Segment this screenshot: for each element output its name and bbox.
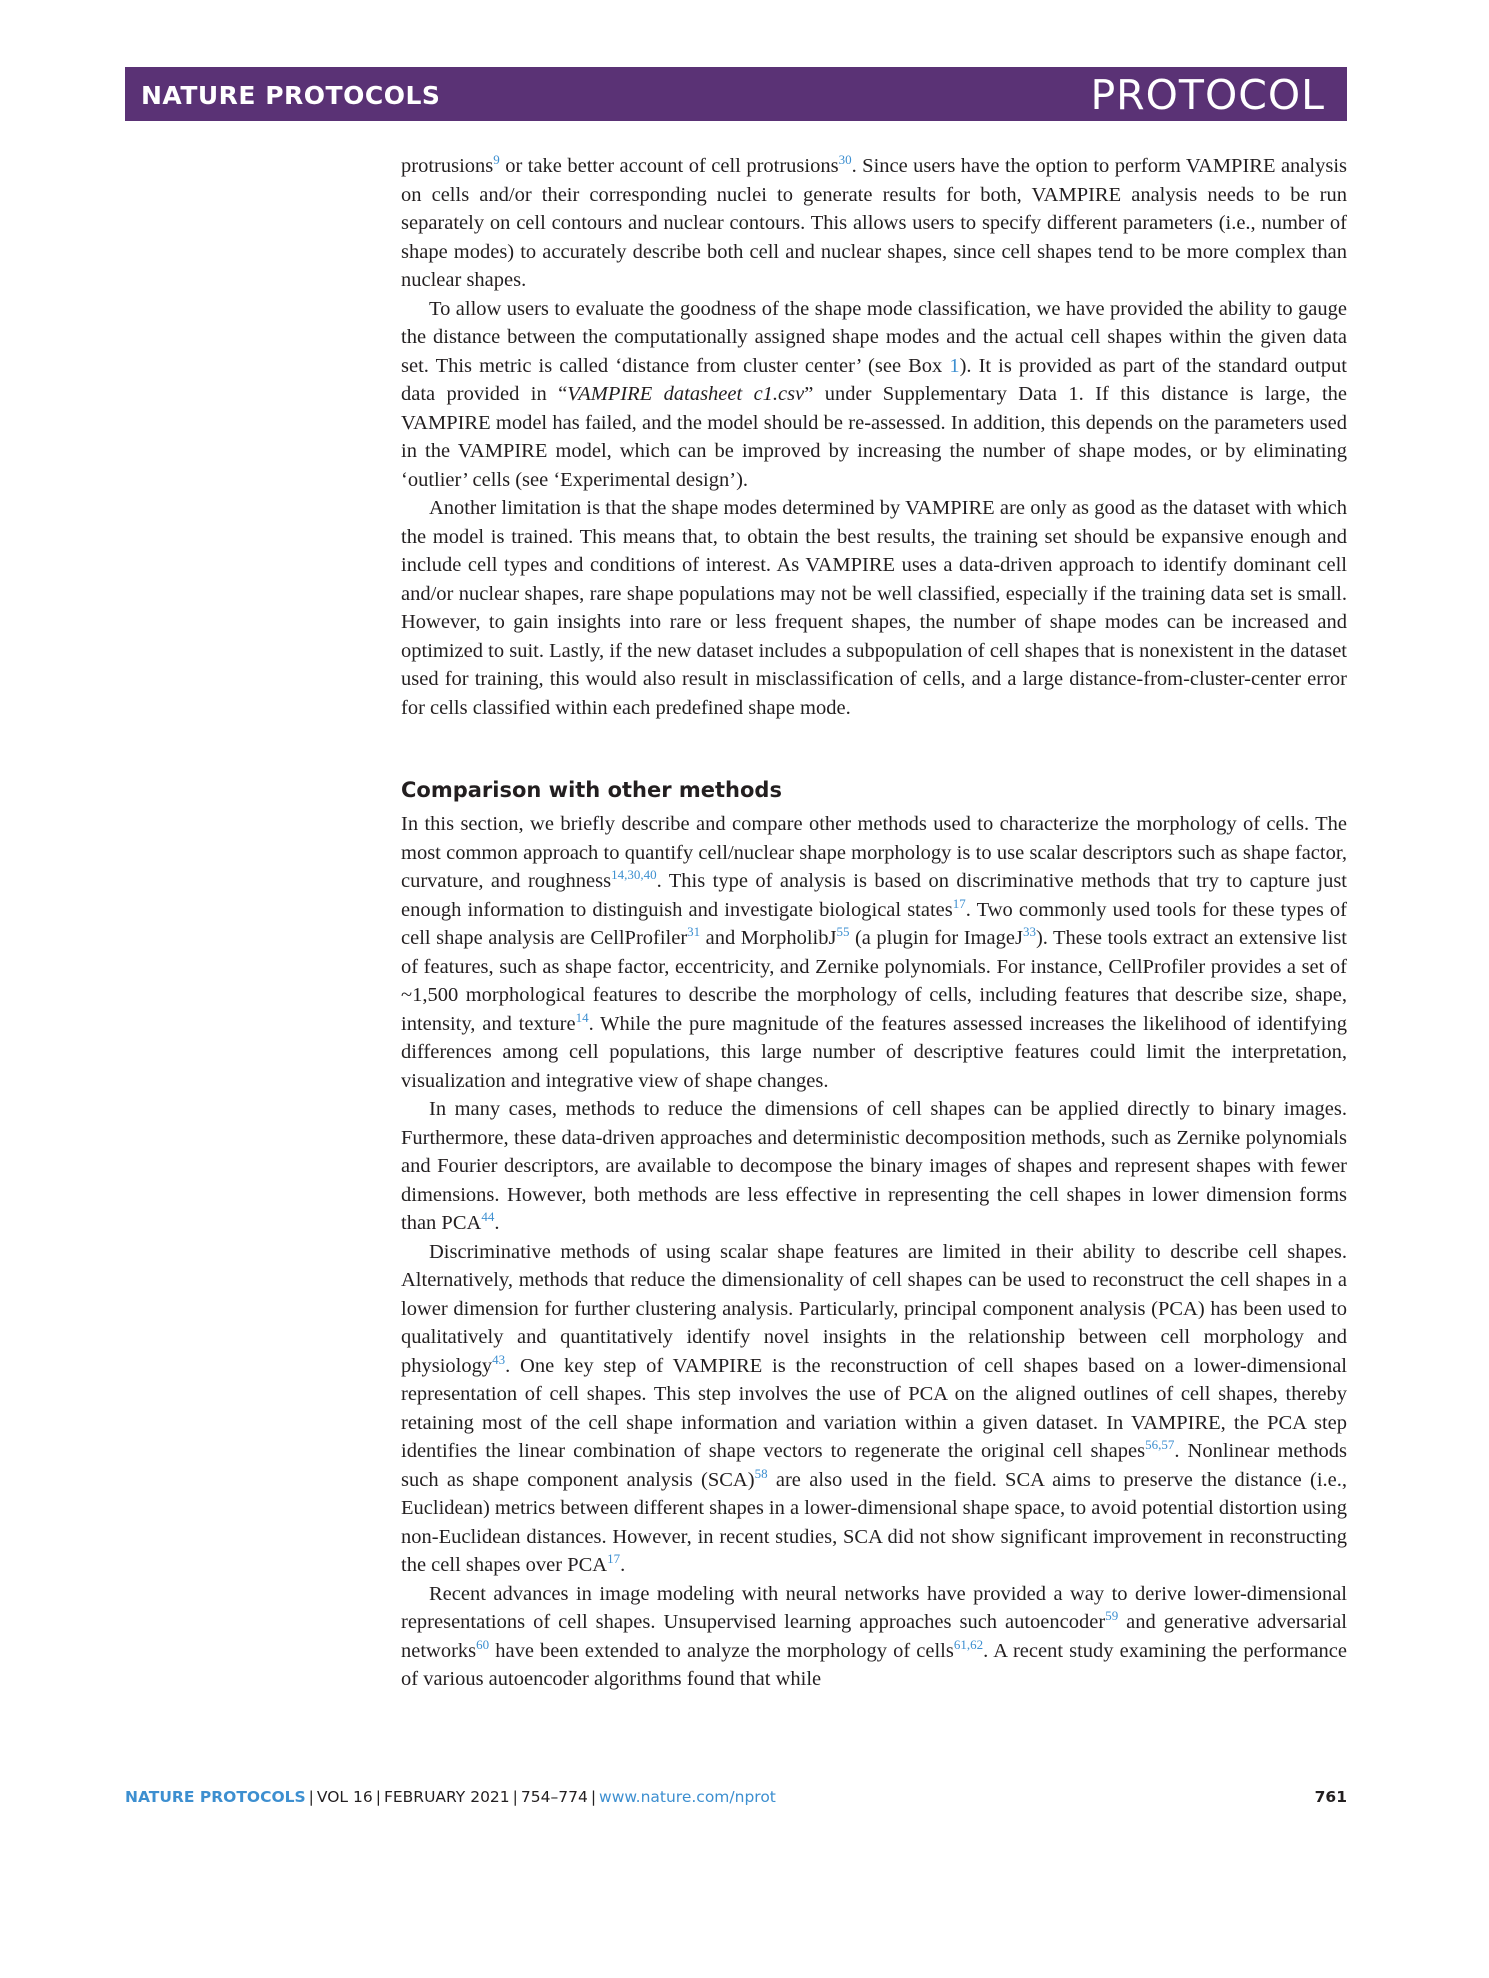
footer-journal: NATURE PROTOCOLS [125,1788,306,1806]
page-footer: NATURE PROTOCOLS | VOL 16 | FEBRUARY 2021 | 754–774 | www.nature.com/nprot 761 [125,1788,1347,1806]
footer-url-link[interactable]: www.nature.com/nprot [599,1788,776,1806]
paragraph-5: In many cases, methods to reduce the dimensions of cell shapes can be applied directly to binary images. Furthermore, these data-driven approaches and deterministic decomposition methods, such as Zernike polynomials and Fourier descriptors, are available to decompose the binary images of shapes and represent shapes with fewer dimensions. However, both methods are less effective in representing the cell shapes in lower dimension forms than PCA$^{44}$. [401,1098,1347,1234]
citation-link[interactable]: 14,30,40 [611,867,657,883]
citation-link[interactable]: 31 [687,924,701,940]
citation-link[interactable]: 30 [838,152,852,168]
citation-link[interactable]: 17 [607,1551,621,1567]
box-link[interactable]: 1 [949,354,960,377]
journal-name: NATURE PROTOCOLS [141,81,441,110]
citation-link[interactable]: 60 [476,1636,490,1652]
citation-link[interactable]: 44 [481,1209,495,1225]
citation-link[interactable]: 55 [836,924,850,940]
citation-link[interactable]: 59 [1105,1608,1119,1624]
paragraph-7: Recent advances in image modeling with neural networks have provided a way to derive lower-dimensional representations of cell shapes. Unsupervised learning approaches such autoencoder$^{59}$ and generative adversarial networks$^{60}$ have been extended to analyze the morphology of cells$^{61,62}$. A recent study examining the performance of various autoencoder algorithms found that while [401,1582,1347,1690]
citation-link[interactable]: 33 [1022,924,1036,940]
citation-link[interactable]: 58 [754,1465,768,1481]
citation-link[interactable]: 56,57 [1145,1437,1175,1453]
footer-date: FEBRUARY 2021 [383,1788,510,1806]
paragraph-1: protrusions$^9$ or take better account of cell protrusions$^{30}$. Since users have the option to perform VAMPIRE analysis on cells and/or their corresponding nuclei to generate results for both, VAMPIRE analysis needs to be run separately on cell contours and nuclear contours. This allows users to specify different parameters (i.e., number of shape modes) to accurately describe both cell and nuclear shapes, since cell shapes tend to be more complex than nuclear shapes. [401,152,1347,291]
journal-header-bar [125,67,1347,121]
paragraph-2: To allow users to evaluate the goodness of the shape mode classification, we have provided the ability to gauge the distance between the computationally assigned shape modes and the actual cell shapes within the given data set. This metric is called ‘distance from cluster center’ (see Box 1). It is provided as part of the standard output data provided in “VAMPIRE datasheet c1.csv” under Supplementary Data 1. If this distance is large, the VAMPIRE model has failed, and the model should be re-assessed. In addition, this depends on the parameters used in the VAMPIRE model, which can be improved by increasing the number of shape modes, or by eliminating ‘outlier’ cells (see ‘Experimental design’). [401,297,1347,491]
citation-link[interactable]: 43 [492,1351,506,1367]
article-body [401,152,1347,1694]
footer-pages: 754–774 [520,1788,588,1806]
paragraph-4: In this section, we briefly describe and compare other methods used to characterize the morphology of cells. The most common approach to quantify cell/nuclear shape morphology is to use scalar descriptors such as shape factor, curvature, and roughness$^{14,30,40}$. This type of analysis is based on discriminative methods that try to capture just enough information to distinguish and investigate biological states$^{17}$. Two commonly used tools for these types of cell shape analysis are CellProfiler$^{31}$ and MorpholibJ$^{55}$ (a plugin for ImageJ$^{33}$). These tools extract an extensive list of features, such as shape factor, eccentricity, and Zernike polynomials. For instance, CellProfiler provides a set of ~1,500 morphological features to describe the morphology of cells, including features that describe size, shape, intensity, and texture$^{14}$. While the pure magnitude of the features assessed increases the likelihood of identifying differences among cell populations, this large number of descriptive features could limit the interpretation, visualization and integrative view of shape changes. [401,813,1348,1092]
citation-link[interactable]: 9 [493,152,500,168]
citation-link[interactable]: 14 [575,1009,589,1025]
page-number: 761 [1314,1788,1347,1806]
paragraph-6: Discriminative methods of using scalar shape features are limited in their ability to describe cell shapes. Alternatively, methods that reduce the dimensionality of cell shapes can be used to reconstruct the cell shapes in a lower dimension for further clustering analysis. Particularly, principal component analysis (PCA) has been used to qualitatively and quantitatively identify novel insights in the relationship between cell morphology and physiology$^{43}$. One key step of VAMPIRE is the reconstruction of cell shapes based on a lower-dimensional representation of cell shapes. This step involves the use of PCA on the aligned outlines of cell shapes, thereby retaining most of the cell shape information and variation within a given dataset. In VAMPIRE, the PCA step identifies the linear combination of shape vectors to regenerate the original cell shapes$^{56,57}$. Nonlinear methods such as shape component analysis (SCA)$^{58}$ are also used in the field. SCA aims to preserve the distance (i.e., Euclidean) metrics between different shapes in a lower-dimensional shape space, to avoid potential distortion using non-Euclidean distances. However, in recent studies, SCA did not show significant improvement in reconstructing the cell shapes over PCA$^{17}$. [401,1240,1347,1576]
citation-link[interactable]: 17 [952,895,966,911]
article-type: PROTOCOL [1090,71,1325,119]
citation-link[interactable]: 61,62 [953,1636,984,1652]
section-heading: Comparison with other methods [401,778,782,802]
paragraph-3: Another limitation is that the shape modes determined by VAMPIRE are only as good as the dataset with which the model is trained. This means that, to obtain the best results, the training set should be expansive enough and include cell types and conditions of interest. As VAMPIRE uses a data-driven approach to identify dominant cell and/or nuclear shapes, rare shape populations may not be well classified, especially if the training data set is small. However, to gain insights into rare or less frequent shapes, the number of shape modes can be increased and optimized to suit. Lastly, if the new dataset includes a subpopulation of cell shapes that is nonexistent in the dataset used for training, this would also result in misclassification of cells, and a large distance-from-cluster-center error for cells classified within each predefined shape mode. [401,497,1347,719]
footer-volume: VOL 16 [316,1788,373,1806]
file-name: VAMPIRE datasheet c1.csv [567,383,805,405]
